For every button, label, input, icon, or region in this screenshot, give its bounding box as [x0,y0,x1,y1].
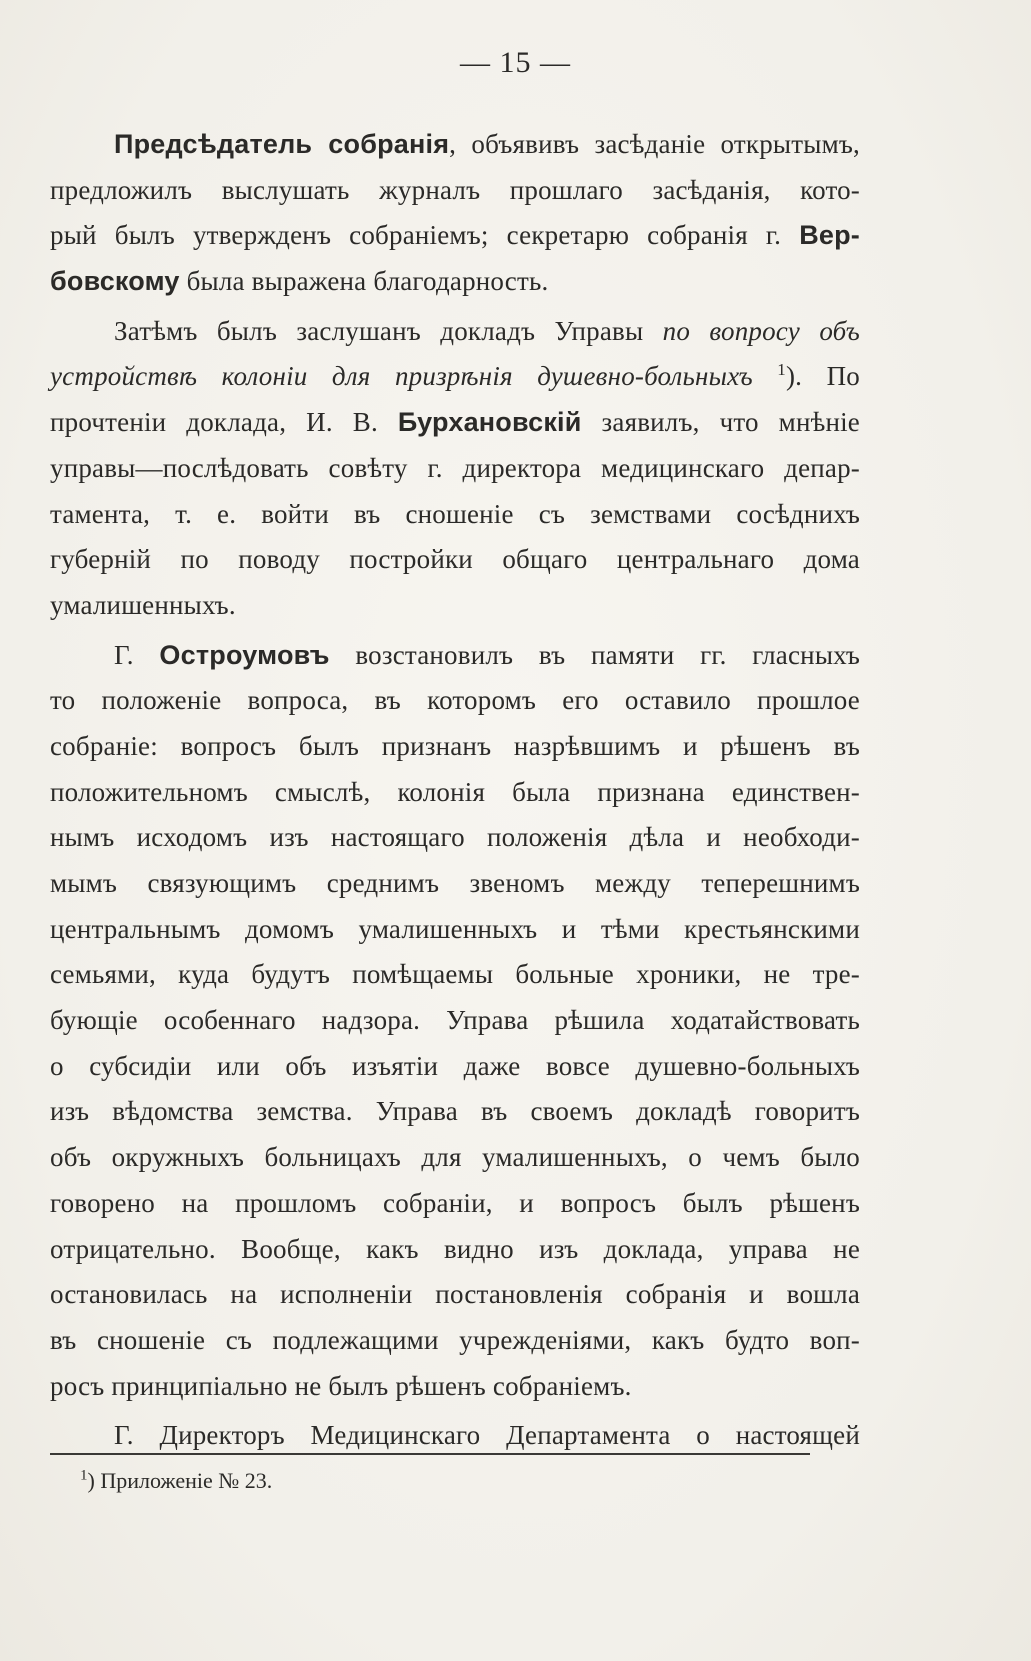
footnote-text: ) Приложеніе № 23. [87,1468,273,1493]
text-line [50,400,860,446]
text-run: была выражена благодарность. [179,266,549,297]
text-line [50,122,860,168]
text-line [50,1135,860,1181]
text-run: , объявивъ засѣданіе открытымъ, [449,129,860,159]
text-run: заявилъ, что мнѣніе [581,407,860,438]
text-run: остановилась на исполненіи постановленія собранія и вошла [50,1279,860,1310]
footnote-ref: 1 [777,360,786,380]
text-line [50,1364,860,1410]
text-line [50,583,860,629]
speaker-name: бовскому [50,266,180,297]
speaker-name: Остроумовъ [159,639,330,670]
text-line [50,861,860,907]
text-run: о субсидіи или объ изъятіи даже вовсе душевно-больныхъ [50,1050,860,1081]
footnote-divider [50,1453,810,1455]
text-run: прочтеніи доклада, И. В. [50,407,398,438]
text-run: собраніе: вопросъ былъ признанъ назрѣвшимъ и рѣшенъ въ [50,730,860,761]
text-line [50,678,860,724]
text-run: центральнымъ домомъ умалишенныхъ и тѣми крестьянскими [50,913,860,944]
text-run: положительномъ смыслѣ, колонія была признана единствен- [50,776,860,807]
text-line [50,633,860,679]
text-line [50,213,860,259]
body-text [50,122,860,1459]
text-run: Г. [114,639,160,670]
text-line [50,309,860,355]
text-line [50,492,860,538]
text-line [50,1089,860,1135]
italic-run: устройствѣ колоніи для призрѣнія душевно-больныхъ [50,361,753,392]
text-run: бующіе особеннаго надзора. Управа рѣшила ходатайствовать [50,1005,860,1036]
text-line [50,1181,860,1227]
text-line [50,1318,860,1364]
text-run: семьями, куда будутъ помѣщаемы больные хроники, не тре- [50,959,860,990]
page-number: — 15 — [460,46,571,79]
text-run: нымъ исходомъ изъ настоящаго положенія дѣла и необходи- [50,822,860,853]
text-run: въ сношеніе съ подлежащими учрежденіями, какъ будто воп- [50,1324,860,1355]
text-line [50,1044,860,1090]
text-line [50,168,860,214]
text-run: умалишенныхъ. [50,589,236,620]
text-run: говорено на прошломъ собраніи, и вопросъ былъ рѣшенъ [50,1187,860,1218]
text-run: Затѣмъ былъ заслушанъ докладъ Управы [114,315,663,346]
text-line [50,354,860,400]
text-line [50,724,860,770]
speaker-name: Предсѣдатель собранія [114,129,450,159]
text-line [50,952,860,998]
text-line [50,259,860,305]
text-line [50,998,860,1044]
text-run: возстановилъ въ памяти гг. гласныхъ [329,639,860,670]
text-run: ). По [785,361,860,392]
text-line [50,537,860,583]
text-line [50,815,860,861]
speaker-name: Вер- [799,220,860,251]
text-run: управы—послѣдовать совѣту г. директора медицинскаго депар- [50,452,860,483]
text-run: рый былъ утвержденъ собраніемъ; секретарю собранія г. [50,220,800,251]
text-run: отрицательно. Вообще, какъ видно изъ доклада, управа не [50,1233,860,1264]
text-run: объ окружныхъ больницахъ для умалишенныхъ, о чемъ было [50,1142,860,1173]
footnote-mark: 1 [80,1467,88,1484]
text-line [50,1272,860,1318]
text-run: росъ принципіально не былъ рѣшенъ собраніемъ. [50,1370,632,1401]
text-run: тамента, т. е. войти въ сношеніе съ земствами сосѣднихъ [50,498,860,529]
text-run: мымъ связующимъ среднимъ звеномъ между теперешнимъ [50,868,860,898]
footnote [80,1466,272,1496]
speaker-name: Бурхановскій [397,407,582,438]
text-line [50,770,860,816]
text-run: предложилъ выслушать журналъ прошлаго засѣданія, кото- [50,174,860,205]
text-run: то положеніе вопроса, въ которомъ его оставило прошлое [50,685,860,716]
text-run: губерній по поводу постройки общаго центральнаго дома [50,544,860,575]
text-line [50,446,860,492]
italic-run: по вопросу объ [662,315,860,346]
text-line [50,907,860,953]
text-run: Г. Директоръ Медицинскаго Департамента о настоящей [114,1420,860,1451]
text-run: изъ вѣдомства земства. Управа въ своемъ докладѣ говоритъ [50,1096,860,1127]
text-line [50,1227,860,1273]
